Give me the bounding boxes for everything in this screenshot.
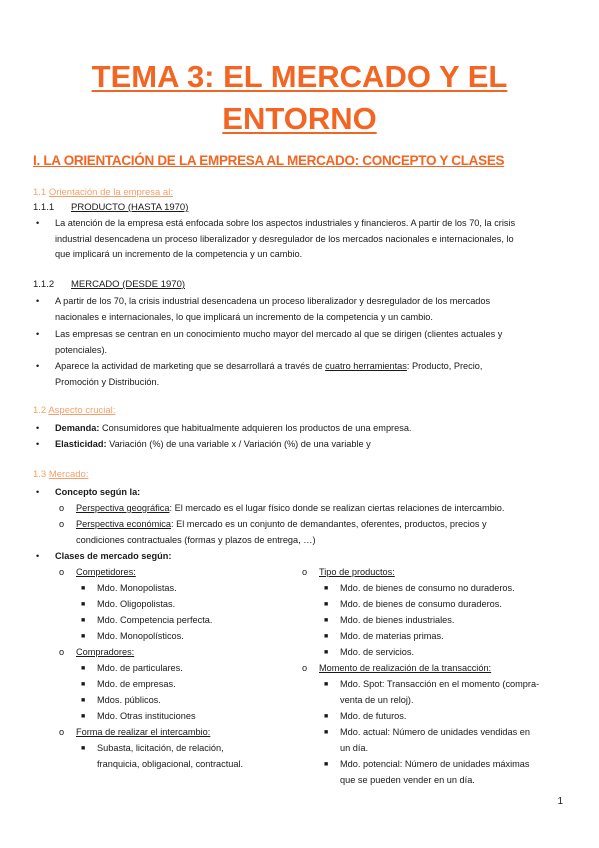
text-line: que implicará un incremento de la competencia y un cambio. xyxy=(55,249,303,259)
perspectiva-economica xyxy=(76,517,487,548)
text-line: Mdo. Spot: Transacción en el momento (compra- xyxy=(340,679,540,689)
text-line: Subasta, licitación, de relación, xyxy=(97,743,224,753)
text-line: Aparece la actividad de marketing que se desarrollará a través de cuatro herramientas: Producto, Precio, xyxy=(55,361,483,371)
text-line: Perspectiva económica: El mercado es un conjunto de demandantes, oferentes, productos, precios y xyxy=(76,519,487,529)
circle-bullet-icon: o xyxy=(59,503,65,513)
text-line: industrial desencadena un proceso liberalizador y desregulador de los mercados nacionales e internacionales, lo xyxy=(55,233,514,244)
bullet-icon: • xyxy=(36,296,40,306)
text-line: Mdo. actual: Número de unidades vendidas en xyxy=(340,727,530,737)
square-bullet-icon: ■ xyxy=(324,601,329,608)
square-bullet-icon: ■ xyxy=(81,601,86,608)
text-line: Promoción y Distribución. xyxy=(55,376,160,387)
text-line: franquicia, obligacional, contractual. xyxy=(97,758,244,769)
circle-bullet-icon: o xyxy=(302,663,308,673)
page-title-line1: TEMA 3: EL MERCADO Y EL xyxy=(91,59,508,94)
subsection-heading-1-2 xyxy=(33,405,115,416)
perspectiva-geografica: Perspectiva geográfica: El mercado es el lugar físico donde se realizan ciertas relaciones de intercambio. xyxy=(76,503,505,513)
paragraph-mercado-3 xyxy=(55,359,482,390)
bullet-icon: • xyxy=(36,487,40,497)
circle-bullet-icon: o xyxy=(59,567,65,577)
subsection-heading-1-3 xyxy=(33,469,88,480)
list-item: Mdo. Competencia perfecta. xyxy=(97,615,213,625)
text-line: potenciales). xyxy=(55,344,108,355)
definition-elasticidad: Elasticidad: Variación (%) de una variable x / Variación (%) de una variable y xyxy=(55,439,371,449)
circle-bullet-icon: o xyxy=(302,567,308,577)
list-item: Mdo. de empresas. xyxy=(97,679,176,689)
square-bullet-icon: ■ xyxy=(324,729,329,736)
page-title-line2: ENTORNO xyxy=(222,101,377,136)
productos-label: Tipo de productos: xyxy=(319,567,395,577)
list-item: Mdo. de particulares. xyxy=(97,663,183,673)
square-bullet-icon: ■ xyxy=(324,649,329,656)
subsection-number: 1.1 xyxy=(33,187,47,198)
clases-heading: Clases de mercado según: xyxy=(55,551,172,561)
square-bullet-icon: ■ xyxy=(324,633,329,640)
circle-bullet-icon: o xyxy=(59,519,65,529)
square-bullet-icon: ■ xyxy=(324,681,329,688)
circle-bullet-icon: o xyxy=(59,727,65,737)
square-bullet-icon: ■ xyxy=(81,713,86,720)
competidores-label: Competidores: xyxy=(76,567,136,577)
list-item: Mdo. de bienes industriales. xyxy=(340,615,455,625)
list-item: Mdo. Monopolistas. xyxy=(97,583,177,593)
list-item-actual xyxy=(340,725,530,756)
list-item: Mdo. de futuros. xyxy=(340,711,407,721)
intercambio-text xyxy=(97,741,243,772)
cuatro-herramientas-term: cuatro herramientas xyxy=(325,361,407,371)
compradores-label: Compradores: xyxy=(76,647,135,657)
square-bullet-icon: ■ xyxy=(81,585,86,592)
subsection-label: Aspecto crucial: xyxy=(48,405,116,416)
subsection-label: Orientación de la empresa al: xyxy=(48,187,173,198)
bullet-icon: • xyxy=(36,361,40,371)
subsubsection-label: PRODUCTO (HASTA 1970) xyxy=(71,202,189,213)
list-item: Mdo. Otras instituciones xyxy=(97,711,196,721)
bullet-icon: • xyxy=(36,218,40,228)
text-line: Las empresas se centran en un conocimiento mucho mayor del mercado al que se dirigen (clientes actuales y xyxy=(55,329,503,339)
text-line: nacionales e internacionales, lo que implicará un incremento de la competencia y un cambio. xyxy=(55,311,433,322)
square-bullet-icon: ■ xyxy=(324,713,329,720)
subsubsection-number: 1.1.2 xyxy=(33,279,55,290)
text-line: La atención de la empresa está enfocada sobre los aspectos industriales y financieros. A partir de los 70, la crisis xyxy=(55,218,516,228)
bullet-icon: • xyxy=(36,439,40,449)
bullet-icon: • xyxy=(36,423,40,433)
bullet-icon: • xyxy=(36,329,40,339)
square-bullet-icon: ■ xyxy=(81,665,86,672)
list-item: Mdo. de materias primas. xyxy=(340,631,444,641)
definition-demanda: Demanda: Consumidores que habitualmente adquieren los productos de una empresa. xyxy=(55,423,412,433)
list-item: Mdo. Monopolísticos. xyxy=(97,631,184,641)
text-line: condiciones contractuales (formas y plazos de entrega, …) xyxy=(76,534,316,545)
subsubsection-heading-1-1-1 xyxy=(33,202,188,213)
text-line: que se pueden vender en un día. xyxy=(340,774,475,785)
subsection-number: 1.3 xyxy=(33,469,47,480)
circle-bullet-icon: o xyxy=(59,647,65,657)
subsubsection-heading-1-1-2 xyxy=(33,279,185,290)
list-item-spot xyxy=(340,677,539,708)
paragraph-mercado-2 xyxy=(55,327,502,358)
square-bullet-icon: ■ xyxy=(324,761,329,768)
square-bullet-icon: ■ xyxy=(81,681,86,688)
bullet-icon: • xyxy=(36,551,40,561)
square-bullet-icon: ■ xyxy=(81,633,86,640)
list-item: Mdos. públicos. xyxy=(97,695,161,705)
term-demanda: Demanda: xyxy=(55,423,100,433)
text-line: venta de un reloj). xyxy=(340,694,414,705)
list-item: Mdo. de bienes de consumo duraderos. xyxy=(340,599,502,609)
text-line: Mdo. potencial: Número de unidades máximas xyxy=(340,759,530,769)
square-bullet-icon: ■ xyxy=(324,585,329,592)
square-bullet-icon: ■ xyxy=(81,617,86,624)
subsection-label: Mercado: xyxy=(48,469,89,480)
text-line: A partir de los 70, la crisis industrial desencadena un proceso liberalizador y desregulador de los mercados xyxy=(55,296,491,306)
term-elasticidad: Elasticidad: xyxy=(55,439,107,449)
square-bullet-icon: ■ xyxy=(81,745,86,752)
square-bullet-icon: ■ xyxy=(81,697,86,704)
subsection-heading-1-1 xyxy=(33,187,173,198)
list-item: Mdo. de servicios. xyxy=(340,647,415,657)
list-item: Mdo. de bienes de consumo no duraderos. xyxy=(340,583,515,593)
text-line: un día. xyxy=(340,742,369,753)
momento-label: Momento de realización de la transacción: xyxy=(319,663,492,673)
paragraph-producto xyxy=(55,216,515,263)
subsubsection-label: MERCADO (DESDE 1970) xyxy=(71,279,186,290)
paragraph-mercado-1 xyxy=(55,294,490,325)
list-item-potencial xyxy=(340,757,529,788)
page-number: 1 xyxy=(557,796,563,807)
concepto-heading: Concepto según la: xyxy=(55,487,141,497)
square-bullet-icon: ■ xyxy=(324,617,329,624)
intercambio-label: Forma de realizar el intercambio: xyxy=(76,727,211,737)
subsubsection-number: 1.1.1 xyxy=(33,202,55,213)
list-item: Mdo. Oligopolistas. xyxy=(97,599,176,609)
section-heading: I. LA ORIENTACIÓN DE LA EMPRESA AL MERCADO: CONCEPTO Y CLASES xyxy=(33,153,505,168)
subsection-number: 1.2 xyxy=(33,405,47,416)
